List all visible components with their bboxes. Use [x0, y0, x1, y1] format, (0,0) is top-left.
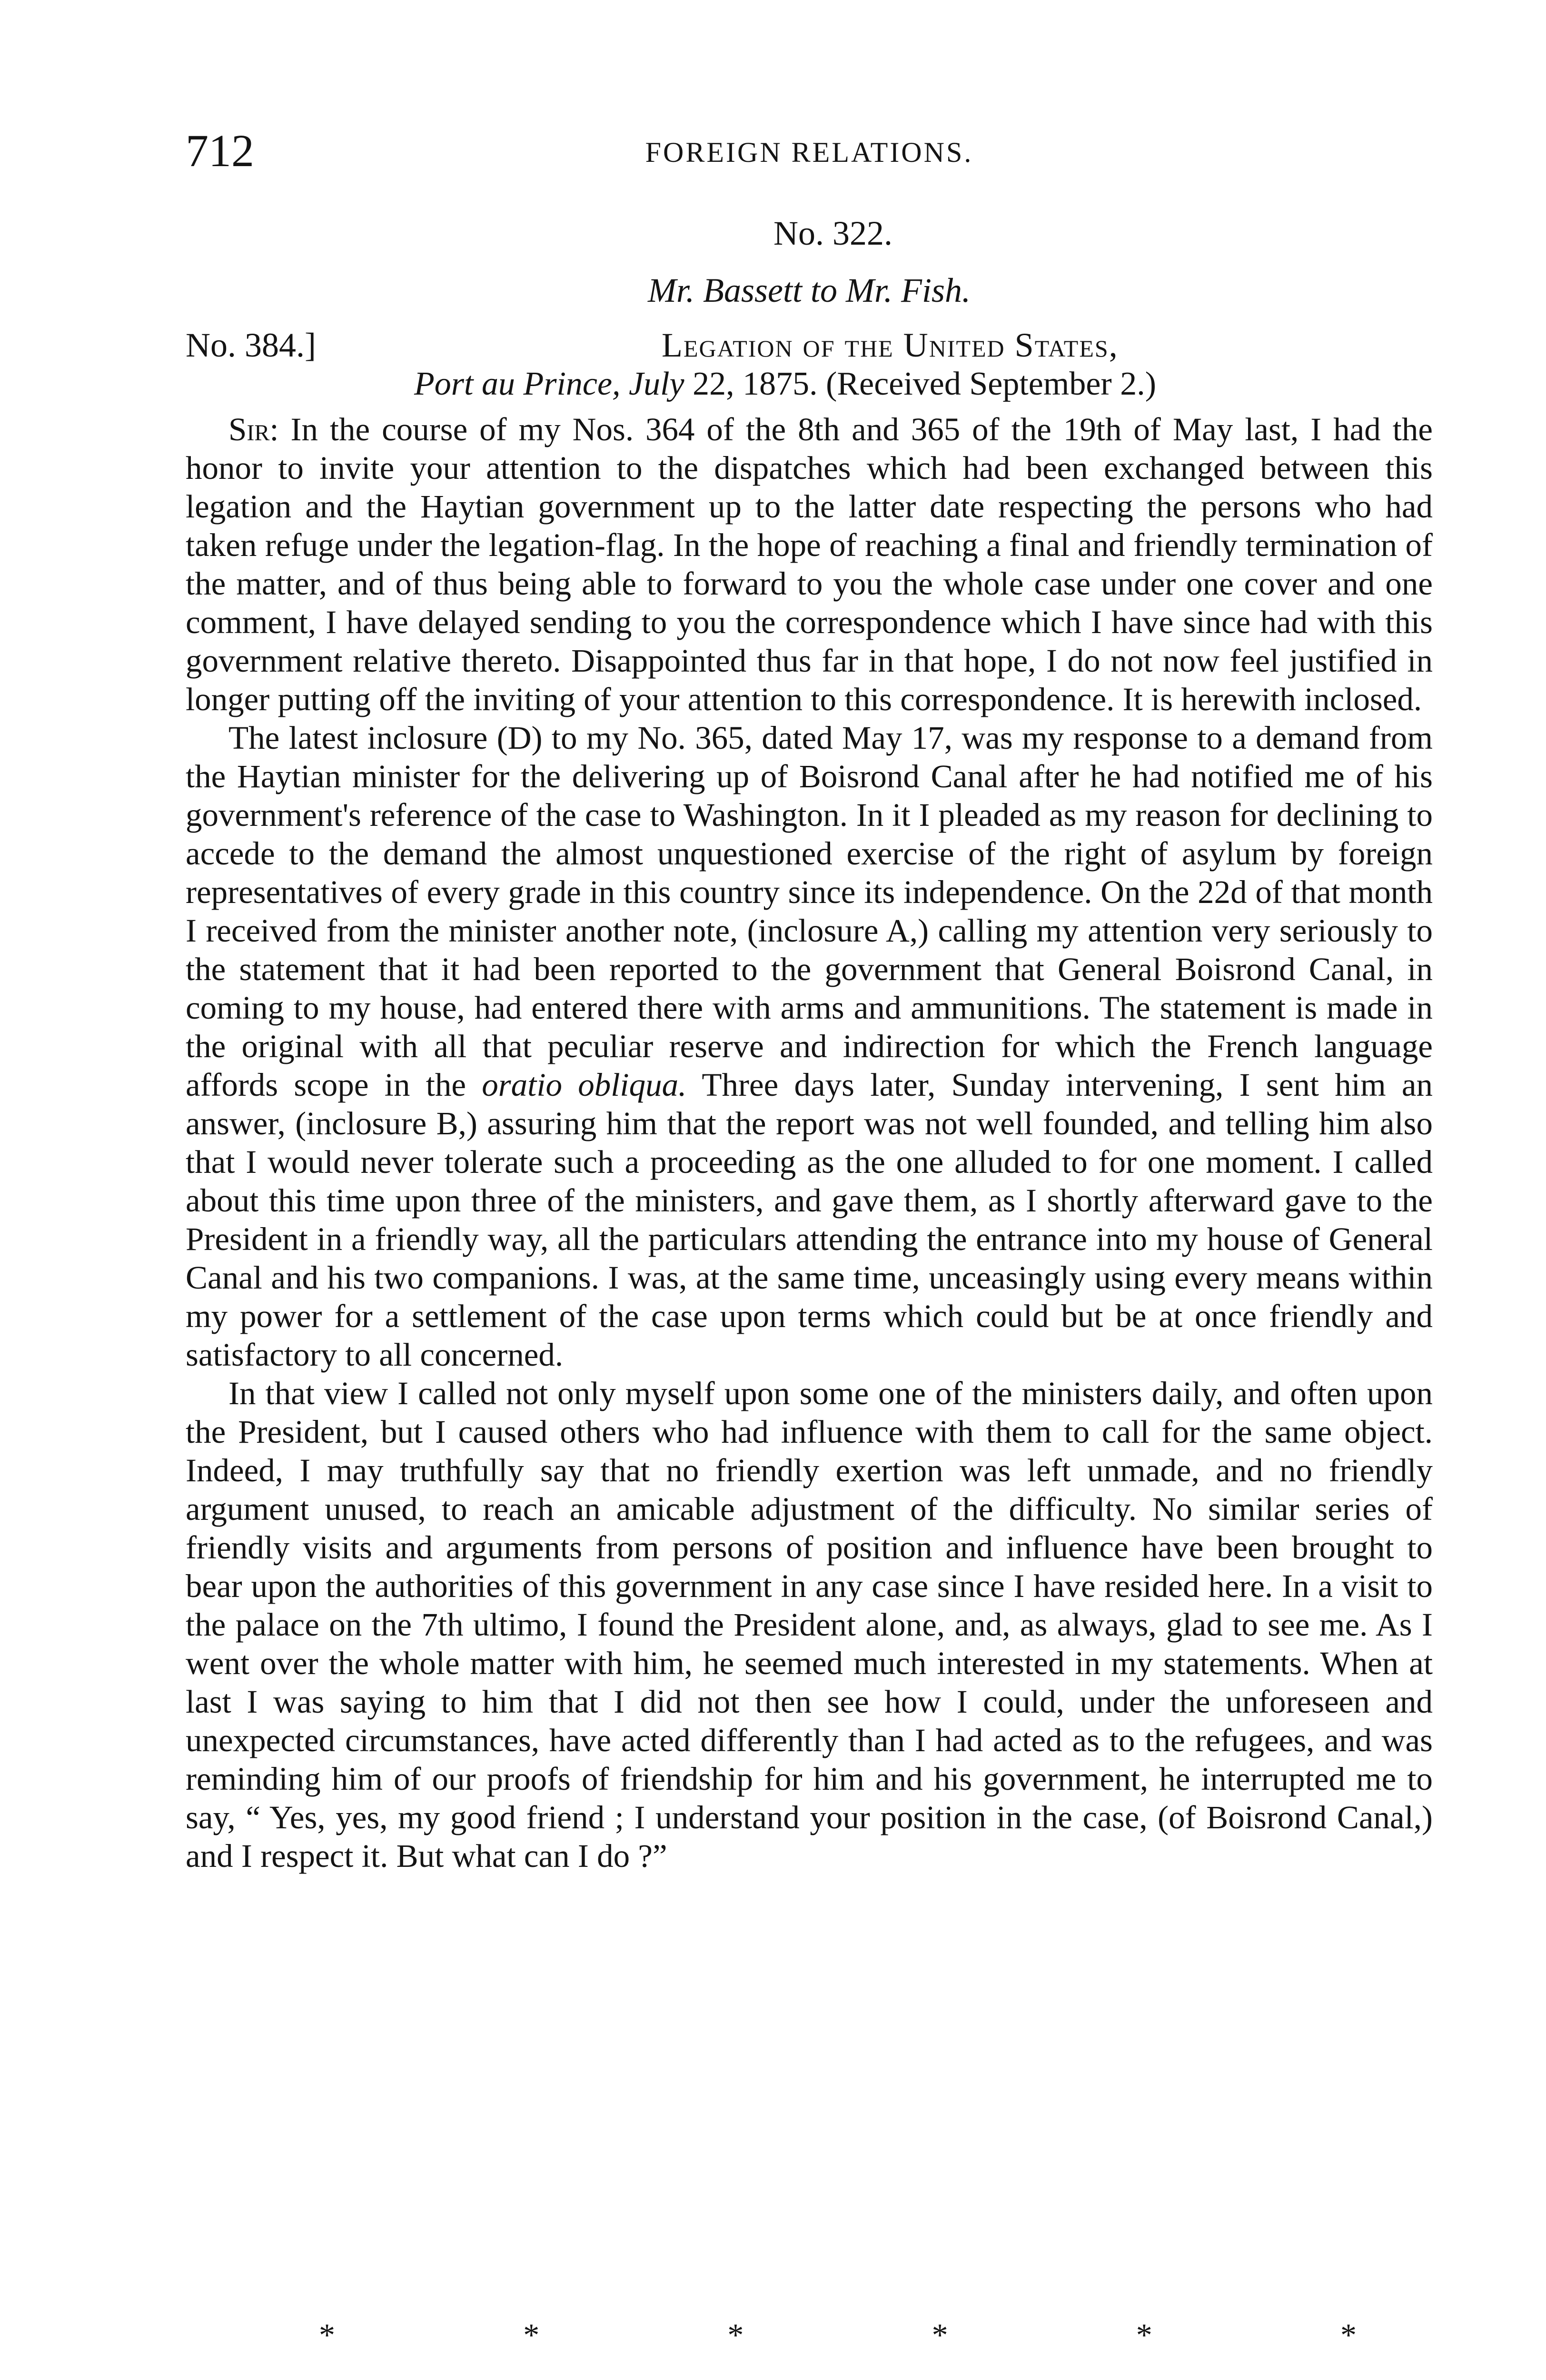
asterisk: *	[932, 2317, 948, 2353]
paragraph-3	[186, 1374, 1433, 1875]
paragraph-1-text: : In the course of my Nos. 364 of the 8th and 365 of the 19th of May last, I had the honor to invite your attention to the dispatches which had been exchanged between this legation and the Haytian government up to the latter date respecting the persons who had taken refuge under the legation-flag. In the hope of reaching a final and friendly termination of the matter, and of thus being able to forward to you the whole case under one cover and one comment, I have delayed sending to you the correspondence which I have since had with this government relative thereto. Disappointed thus far in that hope, I do not now feel justified in longer putting off the inviting of your attention to this correspondence. It is herewith inclosed.	[186, 411, 1433, 717]
paragraph-3-text: In that view I called not only myself upon some one of the ministers daily, and often upon the President, but I caused others who had influence with them to call for the same object. Indeed, I may truthfully say that no friendly exertion was left unmade, and no friendly argument unused, to reach an amicable adjustment of the difficulty. No similar series of friendly visits and arguments from persons of position and influence have been brought to bear upon the authorities of this government in any case since I have resided here. In a visit to the palace on the 7th ultimo, I found the President alone, and, as always, glad to see me. As I went over the whole matter with him, he seemed much interested in my statements. When at last I was saying to him that I did not then see how I could, under the unforeseen and unexpected circumstances, have acted differently than I had acted as to the refugees, and was reminding him of our proofs of friendship for him and his government, he interrupted me to say, “ Yes, yes, my good friend ; I understand your position in the case, (of Boisrond Canal,) and I respect it. But what can I do ?”	[186, 1375, 1433, 1874]
letter-body	[186, 410, 1433, 1875]
paragraph-2-text-b: Three days later, Sunday intervening, I sent him an answer, (inclosure B,) assuring him that the report was not well founded, and telling him also that I would never tolerate such a proceeding as the one alluded to for one moment. I called about this time upon three of the ministers, and gave them, as I shortly afterward gave to the President in a friendly way, all the particulars attending the entrance into my house of General Canal and his two companions. I was, at the same time, unceasingly using every means within my power for a settlement of the case upon terms which could but be at once friendly and satisfactory to all concerned.	[186, 1067, 1433, 1373]
place-date: Port au Prince, July	[414, 366, 684, 402]
document-number: No. 322.	[773, 214, 892, 252]
page-header	[186, 125, 1433, 177]
paragraph-2-italic: oratio obliqua.	[482, 1067, 687, 1103]
asterisk: *	[727, 2317, 744, 2353]
correspondents-heading: Mr. Bassett to Mr. Fish.	[647, 271, 971, 309]
paragraph-2	[186, 719, 1433, 1374]
page-number: 712	[186, 125, 254, 176]
ellipsis-asterisks	[186, 2313, 1433, 2356]
paragraph-1	[186, 410, 1433, 719]
asterisk: *	[1340, 2317, 1357, 2353]
received-date: (Received September 2.)	[826, 366, 1157, 402]
asterisk: *	[319, 2317, 335, 2353]
paragraph-2-text-a: The latest inclosure (D) to my No. 365, dated May 17, was my response to a demand from the Haytian minister for the delivering up of Boisrond Canal after he had notified me of his government's reference of the case to Washington. In it I pleaded as my reason for declining to accede to the demand the almost unquestioned exercise of the right of asylum by foreign representatives of every grade in this country since its independence. On the 22d of that month I received from the minister another note, (inclosure A,) calling my attention very seriously to the statement that it had been reported to the government that General Boisrond Canal, in coming to my house, had entered there with arms and ammunitions. The statement is made in the original with all that peculiar reserve and indirection for which the French language affords scope in the	[186, 720, 1433, 1103]
running-head: FOREIGN RELATIONS.	[645, 137, 973, 168]
asterisk: *	[523, 2317, 540, 2353]
asterisk: *	[1136, 2317, 1152, 2353]
dispatch-number: No. 384.]	[186, 326, 316, 364]
date-year: 22, 1875.	[693, 366, 818, 402]
legation-heading: Legation of the United States,	[662, 326, 1119, 364]
place-date-line	[414, 363, 1156, 406]
salutation: Sir	[228, 411, 270, 447]
